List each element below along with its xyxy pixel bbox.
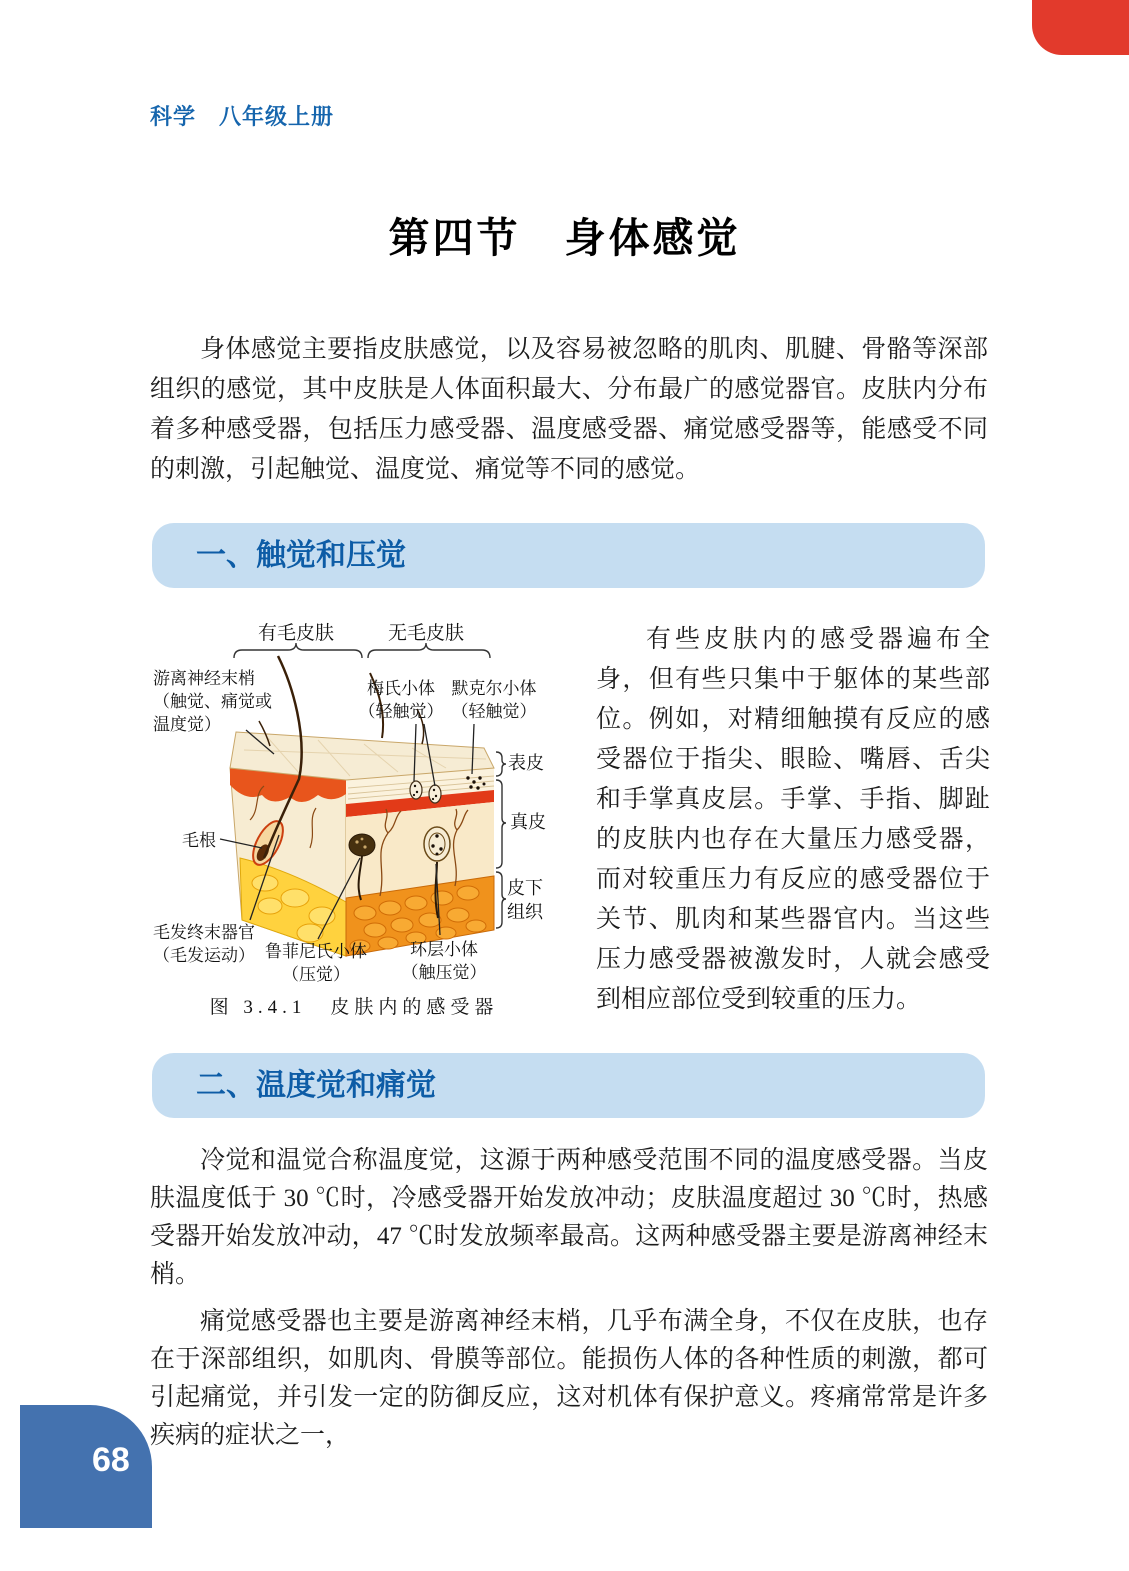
page-title: 第四节 身体感觉 <box>388 215 741 261</box>
running-head: 科学 八年级上册 <box>150 104 335 129</box>
label-ruffini-corpuscle: 鲁菲尼氏小体 （压觉） <box>265 942 367 984</box>
section-heading-touch-label: 一、触觉和压觉 <box>196 539 406 572</box>
section-heading-temperature-pain-label: 二、温度觉和痛觉 <box>196 1069 436 1102</box>
label-subcutaneous-tissue: 皮下 组织 <box>507 878 543 922</box>
skin-receptors-figure <box>150 618 558 998</box>
label-hair-end-organ: 毛发终末器官 （毛发运动） <box>153 923 255 965</box>
label-pacinian-corpuscle: 环层小体 （触压觉） <box>401 940 487 982</box>
section-heading-temperature-pain <box>152 1053 985 1118</box>
label-hairy-skin: 有毛皮肤 <box>257 623 334 644</box>
pain-paragraph: 痛觉感受器也主要是游离神经末梢，几乎布满全身，不仅在皮肤，也存在于深部组织，如肌肉、骨膜等部位。能损伤人体的各种性质的刺激，都可引起痛觉，并引发一定的防御反应，这对机体有保护意义。疼痛常常是许多疾病的症状之一， <box>150 1308 988 1449</box>
corner-tab-decoration <box>1032 0 1129 55</box>
section-heading-touch <box>152 523 985 588</box>
figure-caption: 图 3.4.1 皮肤内的感受器 <box>209 997 499 1018</box>
temperature-pain-paragraphs <box>150 1142 988 1455</box>
label-free-nerve-endings: 游离神经末梢 （触觉、痛觉或 温度觉） <box>153 669 272 734</box>
label-merkel-cell: 默克尔小体 （轻触觉） <box>451 679 537 721</box>
label-hair-root: 毛根 <box>182 831 216 850</box>
touch-section-paragraph: 有些皮肤内的感受器遍布全身，但有些只集中于躯体的某些部位。例如，对精细触摸有反应的感受器位于指尖、眼睑、嘴唇、舌尖和手掌真皮层。手掌、手指、脚趾的皮肤内也存在大量压力感受器，而对较重压力有反应的感受器位于关节、肌肉和某些器官内。当这些压力感受器被激发时，人就会感受到相应部位受到较重的压力。 <box>596 626 990 1013</box>
intro-paragraph: 身体感觉主要指皮肤感觉，以及容易被忽略的肌肉、肌腱、骨骼等深部组织的感觉，其中皮肤是人体面积最大、分布最广的感觉器官。皮肤内分布着多种感受器，包括压力感受器、温度感受器、痛觉感受器等，能感受不同的刺激，引起触觉、温度觉、痛觉等不同的感觉。 <box>150 336 988 483</box>
page-number: 68 <box>92 1441 130 1479</box>
label-dermis: 真皮 <box>510 812 546 832</box>
label-hairless-skin: 无毛皮肤 <box>387 623 464 644</box>
temperature-paragraph: 冷觉和温觉合称温度觉，这源于两种感受范围不同的温度感受器。当皮肤温度低于 30 ℃时，冷感受器开始发放冲动；皮肤温度超过 30 ℃时，热感受器开始发放冲动，47 ℃时发放频率最高。这两种感受器主要是游离神经末梢。 <box>150 1147 988 1288</box>
page-number-tab <box>20 1405 152 1528</box>
label-epidermis: 表皮 <box>508 753 544 773</box>
label-meissner-corpuscle: 梅氏小体 （轻触觉） <box>358 679 444 721</box>
